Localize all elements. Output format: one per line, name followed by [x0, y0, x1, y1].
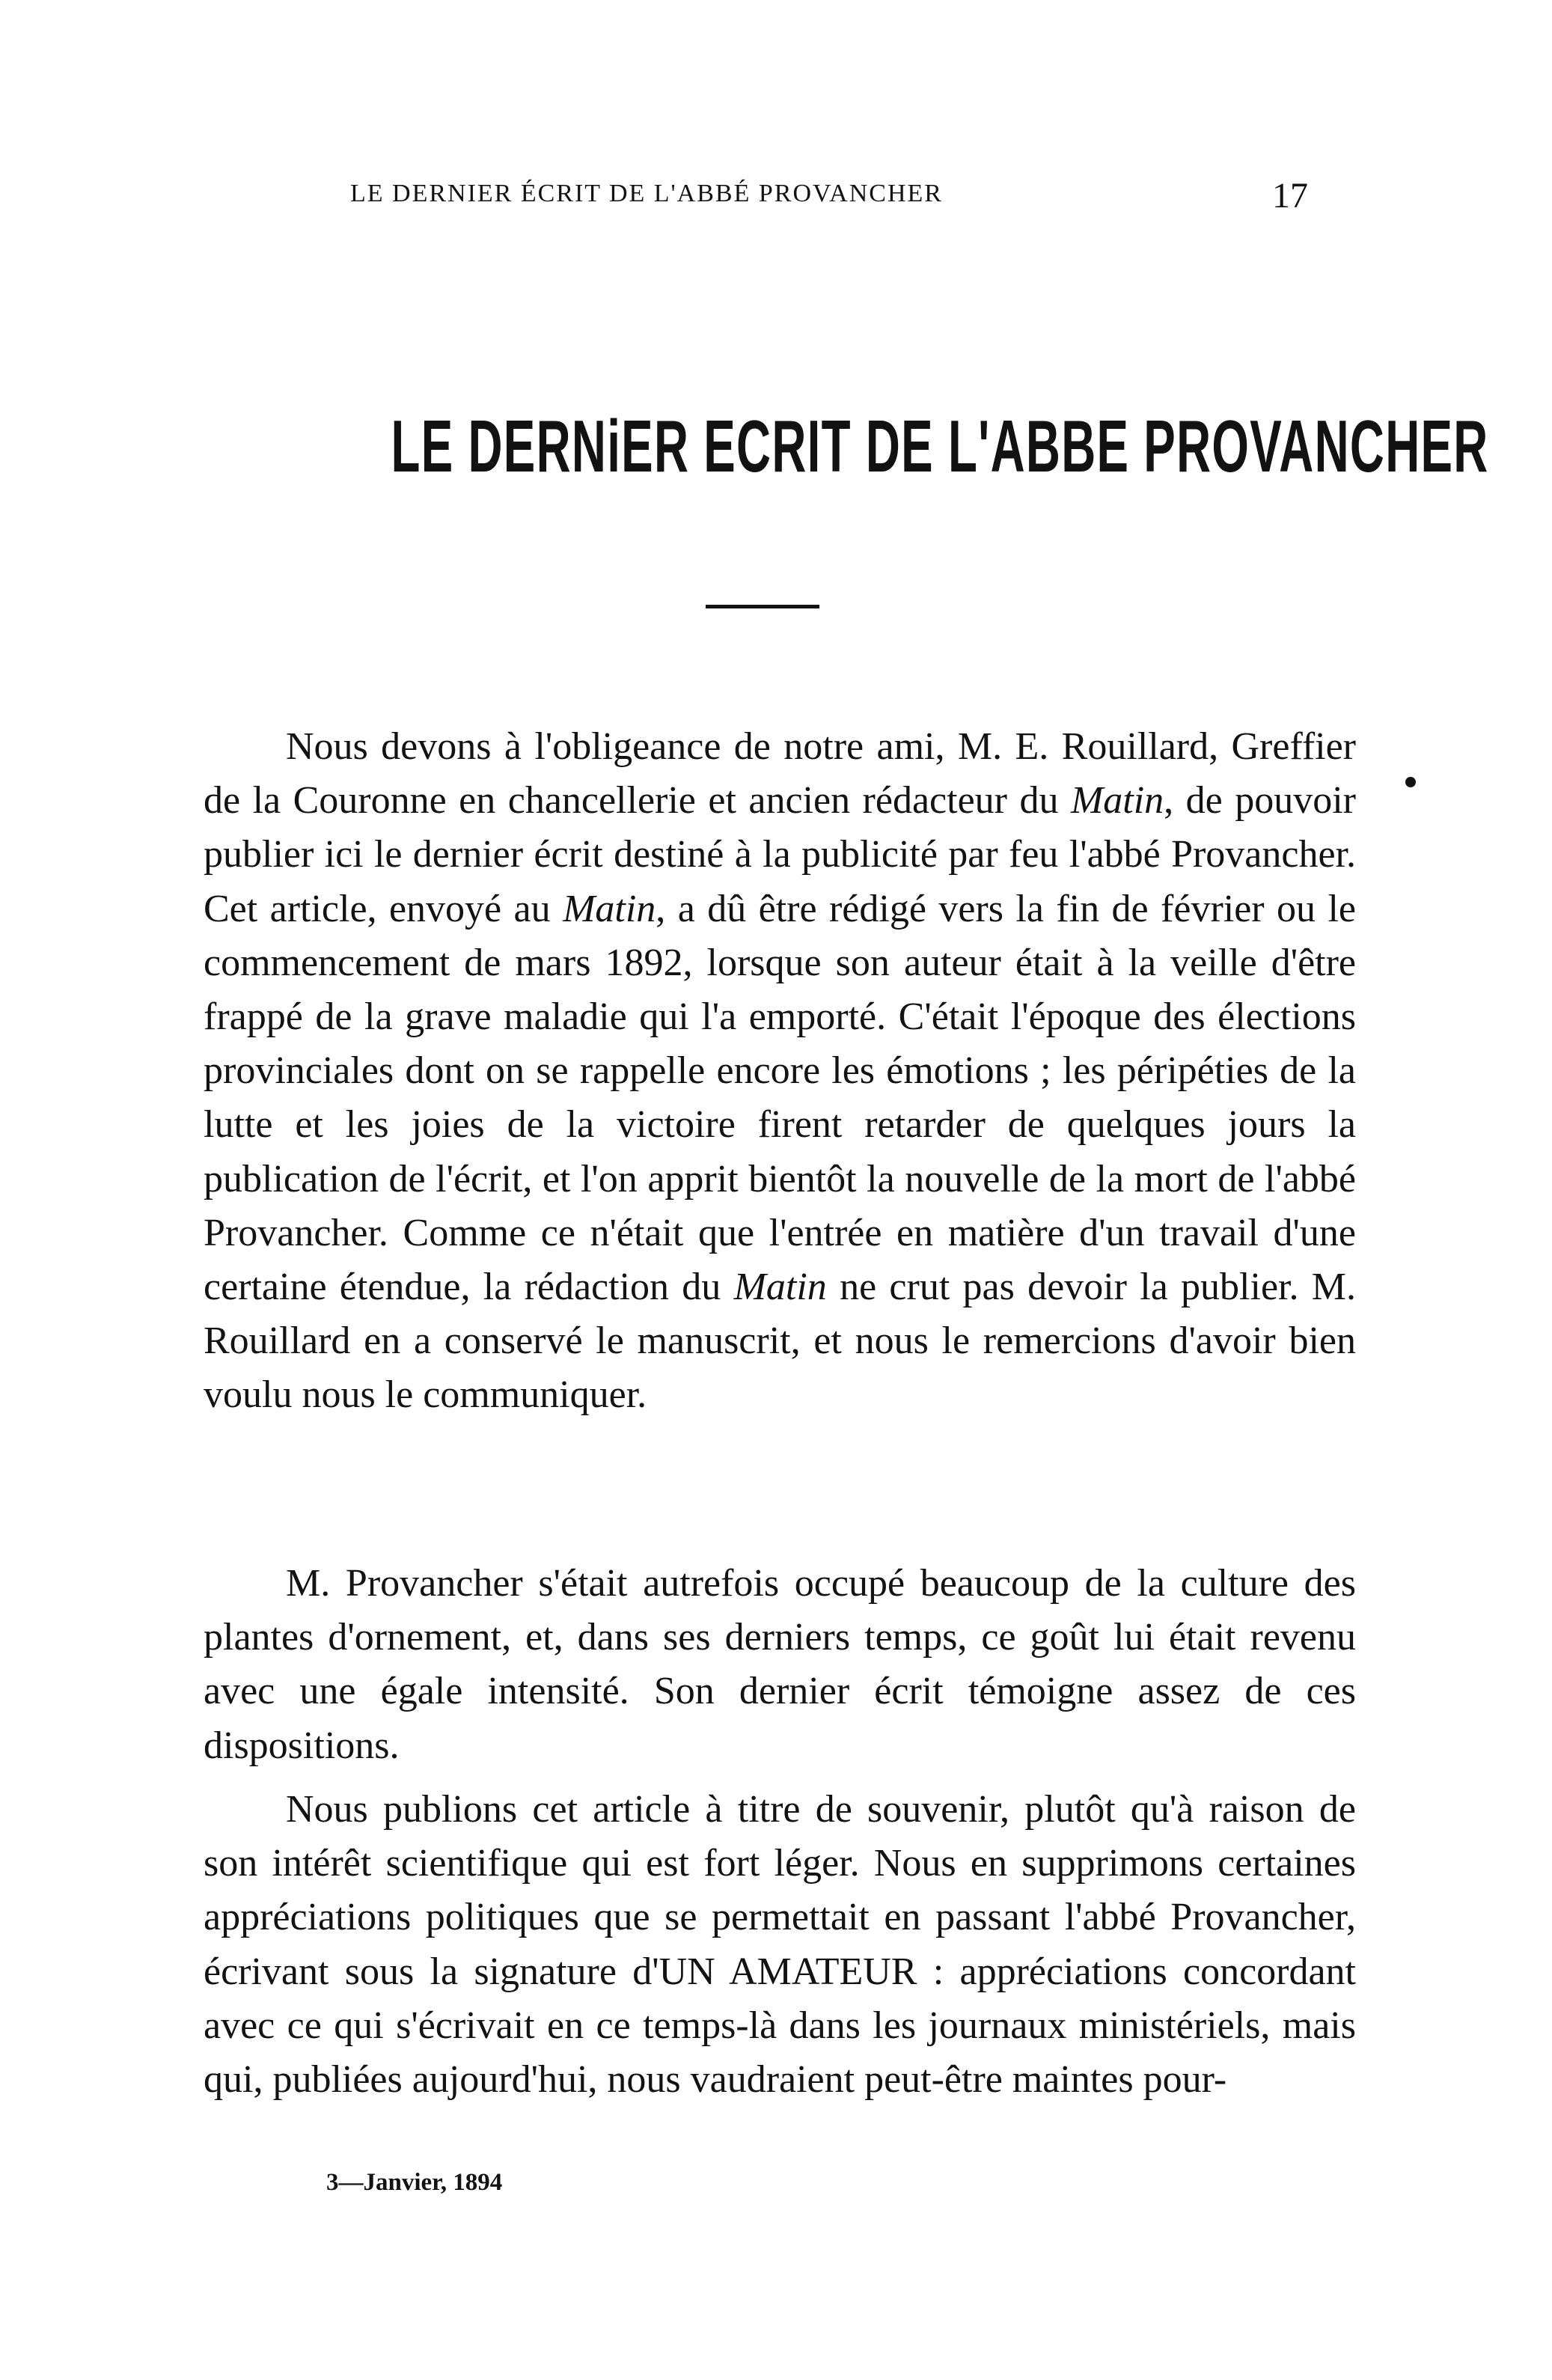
ink-speck: [1405, 777, 1416, 787]
paragraph-1-part-1: Nous devons à l'obligeance de notre ami, M. E. Rouillard, Greffier de la Couronne en chancellerie et ancien rédacteur du: [204, 725, 1356, 823]
paragraph-1-matin-2: Matin: [563, 887, 656, 930]
title-rule: [706, 605, 819, 608]
paragraph-3-part-2: : appréciations concordant avec ce qui s'écrivait en ce temps-là dans les journaux ministériels, mais qui, publiées aujourd'hui, nous vaudraient peut-être maintes pour-: [204, 1950, 1357, 2102]
paragraph-1: [204, 720, 1356, 1423]
paragraph-1-matin-1: Matin: [1070, 779, 1164, 823]
paragraph-2: [204, 1557, 1356, 1773]
paragraph-3: [204, 1783, 1356, 2107]
signature-mark: 3—Janvier, 1894: [326, 2169, 503, 2196]
paragraph-1-part-3: , a dû être rédigé vers la fin de février ou le commencement de mars 1892, lorsque son auteur était à la veille d'être frappé de la grave maladie qui l'a emporté. C'était l'époque des élections provinciales dont on se rappelle encore les émotions ; les péripéties de la lutte et les joies de la victoire firent retarder de quelques jours la publication de l'écrit, et l'on apprit bientôt la nouvelle de la mort de l'abbé Provancher. Comme ce n'était que l'entrée en matière d'un travail d'une certaine étendue, la rédaction du: [204, 887, 1356, 1309]
paragraph-1-part-4: ne crut pas devoir la publier. M. Rouillard en a conservé le manuscrit, et nous le remercions d'avoir bien voulu nous le communiquer.: [204, 1266, 1356, 1417]
paragraph-3-part-1: Nous publions cet article à titre de souvenir, plutôt qu'à raison de son intérêt scientifique qui est fort léger. Nous en supprimons certaines appréciations politiques que se permettait en passant l'abbé Provancher, écrivant sous la signature d': [204, 1788, 1356, 1993]
paragraph-1-matin-3: Matin: [733, 1266, 827, 1309]
paragraph-3-small-caps: UN AMATEUR: [659, 1950, 917, 1993]
paragraph-3-text: [204, 1783, 1356, 2107]
paragraph-1-text: [204, 720, 1356, 1423]
paragraph-1-part-2: , de pouvoir publier ici le dernier écrit destiné à la publicité par feu l'abbé Provancher. Cet article, envoyé au: [204, 779, 1356, 930]
article-title: LE DERNiER ECRIT DE L'ABBE PROVANCHER: [391, 405, 1489, 487]
page-number: 17: [1272, 176, 1308, 216]
running-header: LE DERNIER ÉCRIT DE L'ABBÉ PROVANCHER: [350, 180, 943, 207]
paragraph-2-text: M. Provancher s'était autrefois occupé beaucoup de la culture des plantes d'ornement, et, dans ses derniers temps, ce goût lui était revenu avec une égale intensité. Son dernier écrit témoigne assez de ces dispositions.: [204, 1562, 1356, 1767]
